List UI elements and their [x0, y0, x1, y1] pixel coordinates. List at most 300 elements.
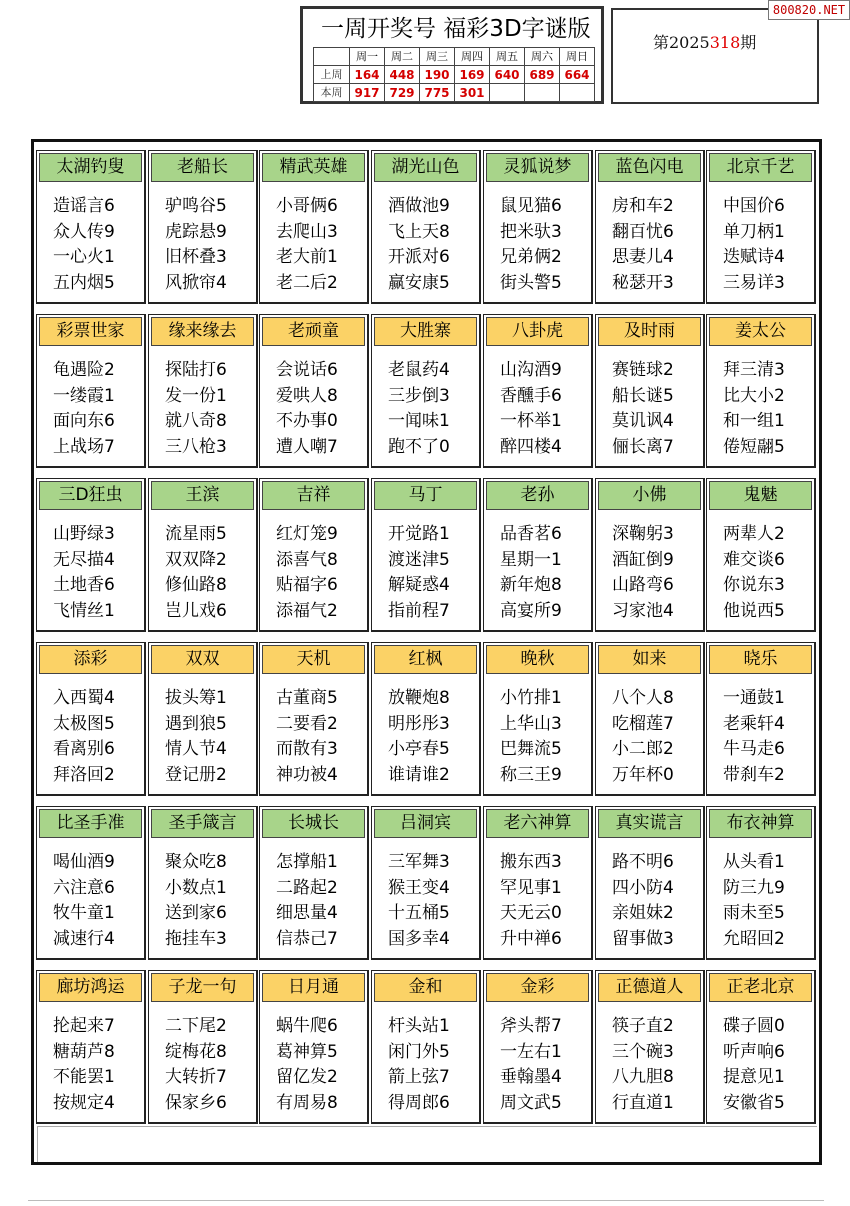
riddle-author: 蓝色闪电	[598, 153, 701, 182]
riddle-line: 酒做池9	[388, 196, 450, 216]
riddle-card	[36, 150, 146, 304]
riddle-line: 入西蜀4	[53, 688, 115, 708]
riddle-line: 迭赋诗4	[723, 247, 785, 267]
riddle-lines	[612, 850, 704, 952]
riddle-line: 信恭己7	[276, 928, 338, 949]
riddle-line: 街头警5	[500, 272, 562, 293]
riddle-line: 葛神算5	[276, 1041, 338, 1062]
riddle-line: 八九胆8	[612, 1067, 674, 1087]
riddle-lines	[612, 1014, 704, 1116]
day-label: 周一	[350, 48, 385, 66]
riddle-line: 二要看2	[276, 713, 338, 734]
riddle-line: 六注意6	[53, 877, 115, 898]
riddle-line: 碟子圆0	[723, 1016, 785, 1036]
riddle-lines	[500, 850, 592, 952]
riddle-line: 小竹排1	[500, 688, 562, 708]
riddle-line: 无尽描4	[53, 549, 115, 570]
riddle-line: 不办事0	[276, 411, 338, 431]
riddle-author: 精武英雄	[262, 153, 365, 182]
riddle-card	[148, 478, 258, 632]
riddle-line: 蜗牛爬6	[276, 1016, 338, 1036]
riddle-line: 吃榴莲7	[612, 713, 674, 734]
riddle-line: 保家乡6	[165, 1092, 227, 1113]
riddle-author: 北京千艺	[709, 153, 812, 182]
riddle-line: 修仙路8	[165, 575, 227, 595]
riddle-author: 老六神算	[486, 809, 589, 838]
riddle-author: 添彩	[39, 645, 142, 674]
riddle-card	[595, 970, 705, 1124]
riddle-line: 流星雨5	[165, 524, 227, 544]
riddle-line: 十五桶5	[388, 903, 450, 923]
riddle-line: 开觉路1	[388, 524, 450, 544]
riddle-line: 添喜气8	[276, 549, 338, 570]
riddle-line: 解疑惑4	[388, 575, 450, 595]
riddle-line: 就八奇8	[165, 411, 227, 431]
riddle-lines	[53, 1014, 145, 1116]
riddle-line: 飞上天8	[388, 221, 450, 242]
riddle-card	[259, 478, 369, 632]
riddle-line: 赢安康5	[388, 272, 450, 293]
riddle-lines	[388, 194, 480, 296]
riddle-line: 安徽省5	[723, 1092, 785, 1113]
riddle-line: 允昭回2	[723, 928, 785, 949]
draw-number: 729	[385, 84, 420, 102]
riddle-author: 小佛	[598, 481, 701, 510]
corner-cell	[314, 48, 350, 66]
riddle-author: 布衣神算	[709, 809, 812, 838]
riddle-lines	[53, 194, 145, 296]
riddle-lines	[276, 686, 368, 788]
riddle-author: 金彩	[486, 973, 589, 1002]
riddle-lines	[612, 358, 704, 460]
riddle-line: 杆头站1	[388, 1016, 450, 1036]
riddle-lines	[388, 686, 480, 788]
riddle-line: 国多幸4	[388, 928, 450, 949]
riddle-card	[36, 642, 146, 796]
riddle-line: 一闻味1	[388, 411, 450, 431]
draw-number: 190	[420, 66, 455, 84]
riddle-author: 马丁	[374, 481, 477, 510]
riddle-card	[483, 642, 593, 796]
riddle-line: 按规定4	[53, 1092, 115, 1113]
riddle-line: 搬东西3	[500, 852, 562, 872]
riddle-author: 天机	[262, 645, 365, 674]
riddle-line: 留亿发2	[276, 1067, 338, 1087]
riddle-line: 爱哄人8	[276, 385, 338, 406]
riddle-lines	[500, 194, 592, 296]
riddle-line: 三易详3	[723, 272, 785, 293]
riddle-line: 拔头筹1	[165, 688, 227, 708]
riddle-line: 路不明6	[612, 852, 674, 872]
riddle-line: 周文武5	[500, 1092, 562, 1113]
draw-number	[525, 84, 560, 102]
riddle-card	[483, 478, 593, 632]
riddle-line: 贴福字6	[276, 575, 338, 595]
riddle-card	[259, 806, 369, 960]
riddle-card	[371, 314, 481, 468]
riddle-line: 垂翰墨4	[500, 1067, 562, 1087]
riddle-lines	[388, 358, 480, 460]
draw-number	[490, 84, 525, 102]
riddle-line: 三个碗3	[612, 1041, 674, 1062]
riddle-card	[36, 970, 146, 1124]
riddle-line: 拜三清3	[723, 360, 785, 380]
riddle-author: 长城长	[262, 809, 365, 838]
riddle-lines	[276, 850, 368, 952]
bottom-strip	[37, 1126, 817, 1162]
riddle-author: 廊坊鸿运	[39, 973, 142, 1002]
footer-divider	[28, 1200, 824, 1201]
riddle-line: 兄弟俩2	[500, 247, 562, 267]
riddle-line: 跑不了0	[388, 436, 450, 457]
riddle-author: 及时雨	[598, 317, 701, 346]
riddle-author: 晓乐	[709, 645, 812, 674]
riddle-line: 比大小2	[723, 385, 785, 406]
riddle-author: 老顽童	[262, 317, 365, 346]
riddle-card	[259, 314, 369, 468]
riddle-lines	[500, 522, 592, 624]
riddle-author: 正德道人	[598, 973, 701, 1002]
riddle-line: 习家池4	[612, 600, 674, 621]
issue-number	[653, 30, 756, 53]
riddle-card	[706, 642, 816, 796]
riddle-author: 八卦虎	[486, 317, 589, 346]
riddle-lines	[276, 522, 368, 624]
riddle-line: 三军舞3	[388, 852, 450, 872]
riddle-line: 听声响6	[723, 1041, 785, 1062]
riddle-card	[259, 970, 369, 1124]
riddle-card	[36, 314, 146, 468]
riddle-line: 糖葫芦8	[53, 1041, 115, 1062]
riddle-card	[483, 314, 593, 468]
riddle-line: 发一份1	[165, 385, 227, 406]
riddle-line: 倦短翮5	[723, 436, 785, 457]
riddle-line: 小二郎2	[612, 739, 674, 759]
riddle-line: 土地香6	[53, 575, 115, 595]
riddle-line: 面向东6	[53, 411, 115, 431]
riddle-lines	[723, 686, 815, 788]
riddle-line: 登记册2	[165, 764, 227, 785]
riddle-line: 天无云0	[500, 903, 562, 923]
day-label: 周日	[560, 48, 595, 66]
day-label: 周四	[455, 48, 490, 66]
riddle-line: 亲姐妹2	[612, 903, 674, 923]
riddle-line: 莫讥讽4	[612, 411, 674, 431]
riddle-line: 会说话6	[276, 360, 338, 380]
riddle-line: 三步倒3	[388, 385, 450, 406]
riddle-line: 两辈人2	[723, 524, 785, 544]
riddle-line: 醉四楼4	[500, 436, 562, 457]
riddle-card	[148, 642, 258, 796]
riddle-author: 金和	[374, 973, 477, 1002]
riddle-author: 圣手箴言	[151, 809, 254, 838]
riddle-line: 看离别6	[53, 739, 115, 759]
riddle-card	[148, 806, 258, 960]
riddle-author: 太湖钓叟	[39, 153, 142, 182]
riddle-author: 大胜寨	[374, 317, 477, 346]
riddle-line: 一通鼓1	[723, 688, 785, 708]
riddle-line: 鼠见猫6	[500, 196, 562, 216]
riddle-line: 雨未至5	[723, 903, 785, 923]
riddle-line: 高宴所9	[500, 600, 562, 621]
riddle-line: 情人节4	[165, 739, 227, 759]
riddle-card	[148, 970, 258, 1124]
riddle-line: 星期一1	[500, 549, 562, 570]
riddle-author: 正老北京	[709, 973, 812, 1002]
riddle-line: 酒缸倒9	[612, 549, 674, 570]
riddle-line: 万年杯0	[612, 764, 674, 785]
riddle-author: 日月通	[262, 973, 365, 1002]
riddle-line: 筷子直2	[612, 1016, 674, 1036]
riddle-line: 行直道1	[612, 1092, 674, 1113]
riddle-card	[483, 150, 593, 304]
riddle-line: 山路弯6	[612, 575, 674, 595]
riddle-line: 红灯笼9	[276, 524, 338, 544]
riddle-line: 牧牛童1	[53, 903, 115, 923]
riddle-line: 探陆打6	[165, 360, 227, 380]
riddle-line: 去爬山3	[276, 221, 338, 242]
riddle-line: 拖挂车3	[165, 928, 227, 949]
site-watermark: 800820.NET	[768, 0, 850, 20]
riddle-card	[371, 806, 481, 960]
riddle-line: 风掀帘4	[165, 272, 227, 293]
riddle-line: 品香茗6	[500, 524, 562, 544]
riddle-line: 而散有3	[276, 739, 338, 759]
riddle-line: 一心火1	[53, 247, 115, 267]
day-header-row	[314, 48, 595, 66]
draw-number: 640	[490, 66, 525, 84]
riddle-line: 遇到狼5	[165, 713, 227, 734]
riddle-card	[706, 314, 816, 468]
riddle-line: 太极图5	[53, 713, 115, 734]
riddle-card	[371, 642, 481, 796]
riddle-line: 虎踪悬9	[165, 221, 227, 242]
draw-results-header	[300, 6, 604, 104]
riddle-line: 造谣言6	[53, 196, 115, 216]
riddle-line: 遭人嘲7	[276, 436, 338, 457]
riddle-line: 指前程7	[388, 600, 450, 621]
riddle-author: 吉祥	[262, 481, 365, 510]
riddle-line: 众人传9	[53, 221, 115, 242]
riddle-line: 双双降2	[165, 549, 227, 570]
riddle-author: 双双	[151, 645, 254, 674]
riddle-card	[706, 970, 816, 1124]
riddle-lines	[500, 1014, 592, 1116]
riddle-lines	[388, 1014, 480, 1116]
day-label: 周五	[490, 48, 525, 66]
riddle-lines	[500, 686, 592, 788]
riddle-lines	[165, 686, 257, 788]
riddle-line: 香醺手6	[500, 385, 562, 406]
riddle-author: 吕洞宾	[374, 809, 477, 838]
riddle-lines	[723, 1014, 815, 1116]
riddle-author: 子龙一句	[151, 973, 254, 1002]
riddle-line: 山沟酒9	[500, 360, 562, 380]
riddle-line: 赛链球2	[612, 360, 674, 380]
riddle-line: 五内烟5	[53, 272, 115, 293]
riddle-lines	[612, 522, 704, 624]
riddle-line: 俪长离7	[612, 436, 674, 457]
row-label: 上周	[314, 66, 350, 84]
riddle-lines	[165, 850, 257, 952]
riddle-line: 中国价6	[723, 196, 785, 216]
riddle-line: 添福气2	[276, 600, 338, 621]
riddle-card	[148, 314, 258, 468]
riddle-card	[371, 478, 481, 632]
riddle-line: 怎撑船1	[276, 852, 338, 872]
riddle-line: 闲门外5	[388, 1041, 450, 1062]
draw-number: 917	[350, 84, 385, 102]
riddle-card	[36, 806, 146, 960]
riddle-line: 聚众吃8	[165, 852, 227, 872]
riddle-line: 不能罢1	[53, 1067, 115, 1087]
riddle-line: 把米驮3	[500, 221, 562, 242]
riddle-line: 他说西5	[723, 600, 785, 621]
riddle-line: 八个人8	[612, 688, 674, 708]
riddle-card	[706, 806, 816, 960]
riddle-author: 缘来缘去	[151, 317, 254, 346]
riddle-line: 防三九9	[723, 877, 785, 898]
riddle-lines	[276, 194, 368, 296]
draw-number: 169	[455, 66, 490, 84]
weekly-draw-table	[313, 47, 595, 102]
riddle-line: 巴舞流5	[500, 739, 562, 759]
riddle-lines	[53, 686, 145, 788]
riddle-lines	[723, 358, 815, 460]
riddle-line: 小数点1	[165, 877, 227, 898]
riddle-line: 留事做3	[612, 928, 674, 949]
riddle-line: 二下尾2	[165, 1016, 227, 1036]
draw-number: 448	[385, 66, 420, 84]
riddle-line: 山野绿3	[53, 524, 115, 544]
riddle-lines	[500, 358, 592, 460]
riddle-line: 房和车2	[612, 196, 674, 216]
riddle-lines	[165, 522, 257, 624]
riddle-card	[706, 150, 816, 304]
riddle-author: 比圣手准	[39, 809, 142, 838]
riddle-line: 三八枪3	[165, 436, 227, 457]
riddle-line: 一左右1	[500, 1041, 562, 1062]
riddle-author: 红枫	[374, 645, 477, 674]
riddle-card	[483, 970, 593, 1124]
riddle-card	[706, 478, 816, 632]
riddle-line: 减速行4	[53, 928, 115, 949]
riddle-lines	[388, 850, 480, 952]
riddle-line: 绽梅花8	[165, 1041, 227, 1062]
riddle-card	[595, 478, 705, 632]
riddle-author: 如来	[598, 645, 701, 674]
riddle-card	[371, 150, 481, 304]
riddle-card	[36, 478, 146, 632]
riddle-lines	[165, 358, 257, 460]
riddle-line: 喝仙酒9	[53, 852, 115, 872]
riddle-card	[595, 806, 705, 960]
riddle-author: 姜太公	[709, 317, 812, 346]
riddle-line: 飞情丝1	[53, 600, 115, 621]
riddle-line: 和一组1	[723, 411, 785, 431]
riddle-line: 罕见事1	[500, 877, 562, 898]
riddle-line: 老二后2	[276, 272, 338, 293]
riddle-line: 你说东3	[723, 575, 785, 595]
riddle-line: 秘瑟开3	[612, 272, 674, 293]
riddle-lines	[723, 850, 815, 952]
riddle-line: 升中禅6	[500, 928, 562, 949]
riddle-line: 斧头帮7	[500, 1016, 562, 1036]
riddle-line: 四小防4	[612, 877, 674, 898]
riddle-line: 送到家6	[165, 903, 227, 923]
riddle-lines	[276, 358, 368, 460]
riddle-line: 旧杯叠3	[165, 247, 227, 267]
draw-number: 301	[455, 84, 490, 102]
this-week-row	[314, 84, 595, 102]
riddle-lines	[53, 850, 145, 952]
riddle-line: 一缕霞1	[53, 385, 115, 406]
riddle-line: 上华山3	[500, 713, 562, 734]
riddle-card	[595, 642, 705, 796]
riddle-line: 二路起2	[276, 877, 338, 898]
riddle-author: 湖光山色	[374, 153, 477, 182]
draw-number: 689	[525, 66, 560, 84]
riddle-line: 上战场7	[53, 436, 115, 457]
issue-suffix: 期	[740, 33, 757, 52]
riddle-author: 真实谎言	[598, 809, 701, 838]
riddle-line: 渡迷津5	[388, 549, 450, 570]
riddle-line: 一杯举1	[500, 411, 562, 431]
riddle-lines	[165, 1014, 257, 1116]
riddle-line: 单刀柄1	[723, 221, 785, 242]
riddle-line: 神功被4	[276, 764, 338, 785]
riddle-card	[148, 150, 258, 304]
day-label: 周六	[525, 48, 560, 66]
riddle-card	[483, 806, 593, 960]
riddle-card	[259, 150, 369, 304]
riddle-line: 老乘轩4	[723, 713, 785, 734]
riddle-line: 得周郎6	[388, 1092, 450, 1113]
riddle-line: 新年炮8	[500, 575, 562, 595]
riddle-line: 岂儿戏6	[165, 600, 227, 621]
riddle-line: 牛马走6	[723, 739, 785, 759]
riddle-lines	[276, 1014, 368, 1116]
riddle-line: 放鞭炮8	[388, 688, 450, 708]
riddle-author: 王滨	[151, 481, 254, 510]
row-label: 本周	[314, 84, 350, 102]
issue-number-value: 318	[709, 33, 741, 52]
riddle-line: 老鼠药4	[388, 360, 450, 380]
riddle-author: 晚秋	[486, 645, 589, 674]
draw-number	[560, 84, 595, 102]
riddle-line: 小哥俩6	[276, 196, 338, 216]
riddle-line: 拜洛回2	[53, 764, 115, 785]
riddle-line: 老大前1	[276, 247, 338, 267]
riddle-lines	[388, 522, 480, 624]
riddle-line: 抡起来7	[53, 1016, 115, 1036]
riddle-line: 谁请谁2	[388, 764, 450, 785]
riddle-lines	[612, 686, 704, 788]
day-label: 周三	[420, 48, 455, 66]
riddle-card	[595, 150, 705, 304]
riddle-card	[595, 314, 705, 468]
riddle-author: 老孙	[486, 481, 589, 510]
riddle-line: 有周易8	[276, 1092, 338, 1113]
riddle-line: 带刹车2	[723, 764, 785, 785]
riddle-line: 深鞠躬3	[612, 524, 674, 544]
riddle-author: 彩票世家	[39, 317, 142, 346]
riddle-line: 开派对6	[388, 247, 450, 267]
riddle-line: 难交谈6	[723, 549, 785, 570]
issue-prefix: 第2025	[653, 33, 710, 52]
page-title: 一周开奖号 福彩3D字谜版	[321, 16, 591, 42]
riddle-line: 古董商5	[276, 688, 338, 708]
